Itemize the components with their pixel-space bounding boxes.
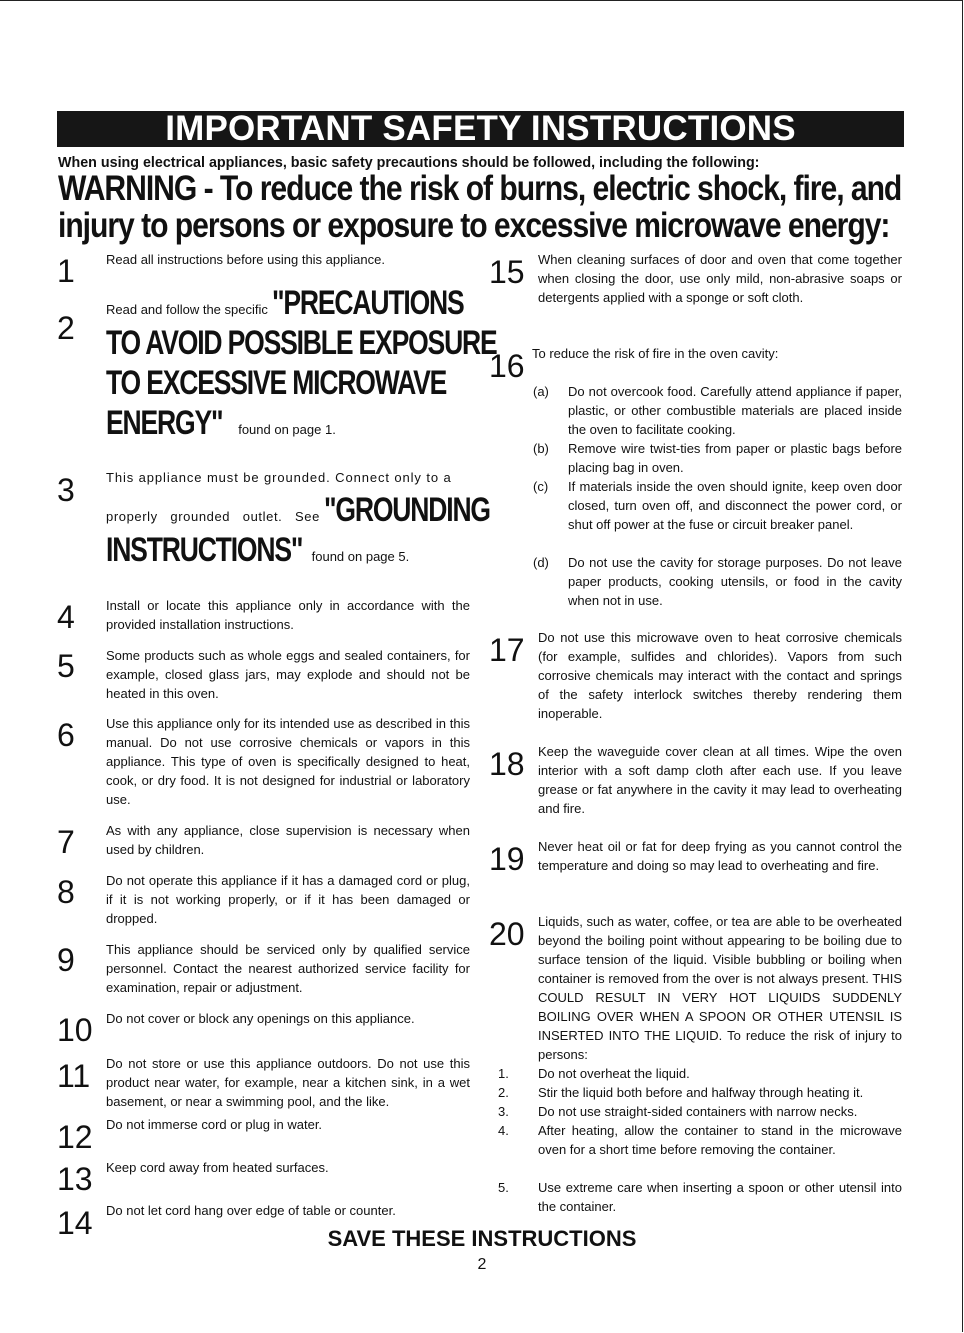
item-number: 1 <box>57 253 75 289</box>
item-number: 20 <box>489 916 525 952</box>
item-text: Do not let cord hang over edge of table or counter. <box>106 1203 396 1218</box>
sub-label: (d) <box>533 555 549 570</box>
item-number: 15 <box>489 254 525 290</box>
sub-text: Do not use straight-sided containers with narrow necks. <box>538 1104 858 1119</box>
item-number: 19 <box>489 841 525 877</box>
sub-text: Do not use the cavity for storage purposes. Do not leave paper products, cooking utensils, or food in the cavity when not in use. <box>568 555 902 608</box>
sub-label: 5. <box>498 1180 509 1195</box>
item-text: Keep cord away from heated surfaces. <box>106 1160 329 1175</box>
item-number: 8 <box>57 874 75 910</box>
sub-label: 2. <box>498 1085 509 1100</box>
item-3-post: found on page 5. <box>311 549 410 564</box>
item-number: 17 <box>489 632 525 668</box>
item-text: Do not cover or block any openings on this appliance. <box>106 1011 415 1026</box>
item-text: Read all instructions before using this appliance. <box>106 252 385 267</box>
item-number: 2 <box>57 310 75 346</box>
sub-label: (b) <box>533 441 549 456</box>
item-text: Some products such as whole eggs and sealed containers, for example, closed glass jars, may explode and should not be heated in this oven. <box>106 648 470 701</box>
item-text: Install or locate this appliance only in accordance with the provided installation instructions. <box>106 598 470 632</box>
sub-text: Stir the liquid both before and halfway through heating it. <box>538 1085 864 1100</box>
item-number: 7 <box>57 824 75 860</box>
sub-text: Do not overcook food. Carefully attend appliance if paper, plastic, or other combustible materials are placed inside the oven to facilitate cooking. <box>568 384 902 437</box>
sub-label: (c) <box>533 479 549 494</box>
item-text: When cleaning surfaces of door and oven that come together when closing the door, use only mild, non-abrasive soaps or detergents applied with a sponge or soft cloth. <box>538 252 902 305</box>
sub-text: Remove wire twist-ties from paper or plastic bags before placing bag in oven. <box>568 441 902 475</box>
page-number: 2 <box>477 1256 487 1273</box>
item-2-emphasis-3: TO EXCESSIVE MICROWAVE <box>106 364 447 402</box>
sub-text: Use extreme care when inserting a spoon or other utensil into the container. <box>538 1180 902 1214</box>
warning-line-1: WARNING - To reduce the risk of burns, electric shock, fire, and <box>58 169 902 208</box>
sub-text: Do not overheat the liquid. <box>538 1066 690 1081</box>
item-text: Use this appliance only for its intended use as described in this manual. Do not use corrosive chemicals or vapors in this appliance. This type of oven is specifically designed to heat, cook, or dry food. It is not designed for industrial or laboratory use. <box>106 716 470 807</box>
warning-heading <box>58 169 902 245</box>
item-2-post: found on page 1. <box>238 422 336 437</box>
item-3-line-1: This appliance must be grounded. Connect only to a <box>106 470 452 485</box>
item-2-text <box>106 283 497 443</box>
save-instructions-heading: SAVE THESE INSTRUCTIONS <box>327 1226 637 1251</box>
item-text: Do not operate this appliance if it has a damaged cord or plug, if it is not working properly, or if it has been damaged or dropped. <box>106 873 470 926</box>
item-number: 6 <box>57 717 75 753</box>
item-2-emphasis-2: TO AVOID POSSIBLE EXPOSURE <box>106 324 497 362</box>
item-number: 14 <box>57 1205 93 1241</box>
item-2-emphasis-4: ENERGY" <box>106 404 223 442</box>
item-text: As with any appliance, close supervision is necessary when used by children. <box>106 823 470 857</box>
item-text: To reduce the risk of fire in the oven cavity: <box>532 346 779 361</box>
item-3-emphasis-1: "GROUNDING <box>324 491 491 529</box>
item-3-line-2: properly grounded outlet. See <box>106 509 320 524</box>
sub-label: 3. <box>498 1104 509 1119</box>
item-number: 3 <box>57 472 75 508</box>
item-number: 10 <box>57 1012 93 1048</box>
item-3-emphasis-2: INSTRUCTIONS" <box>106 531 303 569</box>
item-number: 5 <box>57 648 75 684</box>
item-2-emphasis-1: "PRECAUTIONS <box>271 284 464 322</box>
item-text: Do not use this microwave oven to heat corrosive chemicals (for example, sulfides and chlorides). Vapors from such corrosive chemicals may interact with the contact and springs of the safety interlock switches thereby rendering them inoperable. <box>538 630 902 721</box>
item-number: 9 <box>57 942 75 978</box>
item-number: 18 <box>489 746 525 782</box>
item-2-pre: Read and follow the specific <box>106 302 268 317</box>
page-title: IMPORTANT SAFETY INSTRUCTIONS <box>57 111 904 147</box>
intro-text: When using electrical appliances, basic safety precautions should be followed, including the following: <box>58 155 760 171</box>
item-text: This appliance should be serviced only by qualified service personnel. Contact the nearest authorized service facility for examination, repair or adjustment. <box>106 942 470 995</box>
warning-line-2: injury to persons or exposure to excessive microwave energy: <box>58 206 890 245</box>
item-number: 11 <box>57 1058 91 1094</box>
item-text: Never heat oil or fat for deep frying as you cannot control the temperature and doing so may lead to overheating and fire. <box>538 839 902 873</box>
item-number: 12 <box>57 1119 93 1155</box>
item-text: Do not immerse cord or plug in water. <box>106 1117 323 1132</box>
sub-text: After heating, allow the container to stand in the microwave oven for a short time before removing the container. <box>538 1123 902 1157</box>
item-number: 4 <box>57 599 75 635</box>
sub-label: 1. <box>498 1066 509 1081</box>
sub-text: If materials inside the oven should ignite, keep oven door closed, turn oven off, and disconnect the power cord, or shut off power at the fuse or circuit breaker panel. <box>568 479 902 532</box>
item-text: Keep the waveguide cover clean at all times. Wipe the oven interior with a soft damp cloth after each use. If you leave grease or fat anywhere in the cavity it may lead to overheating and fire. <box>538 744 902 816</box>
item-number: 13 <box>57 1161 93 1197</box>
sub-label: 4. <box>498 1123 509 1138</box>
item-text: Liquids, such as water, coffee, or tea are able to be overheated beyond the boiling point without appearing to be boiling due to surface tension of the liquid. Visible bubbling or boiling when container is removed from the over is not always present. THIS COULD RESULT IN VERY HOT LIQUIDS SUDDENLY BOILING OVER WHEN A SPOON OR OTHER UTENSIL IS INSERTED INTO THE LIQUID. To reduce the risk of injury to persons: <box>538 914 902 1062</box>
sub-label: (a) <box>533 384 549 399</box>
item-text: Do not store or use this appliance outdoors. Do not use this product near water, for example, near a kitchen sink, in a wet basement, or near a swimming pool, and the like. <box>106 1056 470 1109</box>
item-number: 16 <box>489 348 525 384</box>
item-3-text <box>106 468 491 570</box>
